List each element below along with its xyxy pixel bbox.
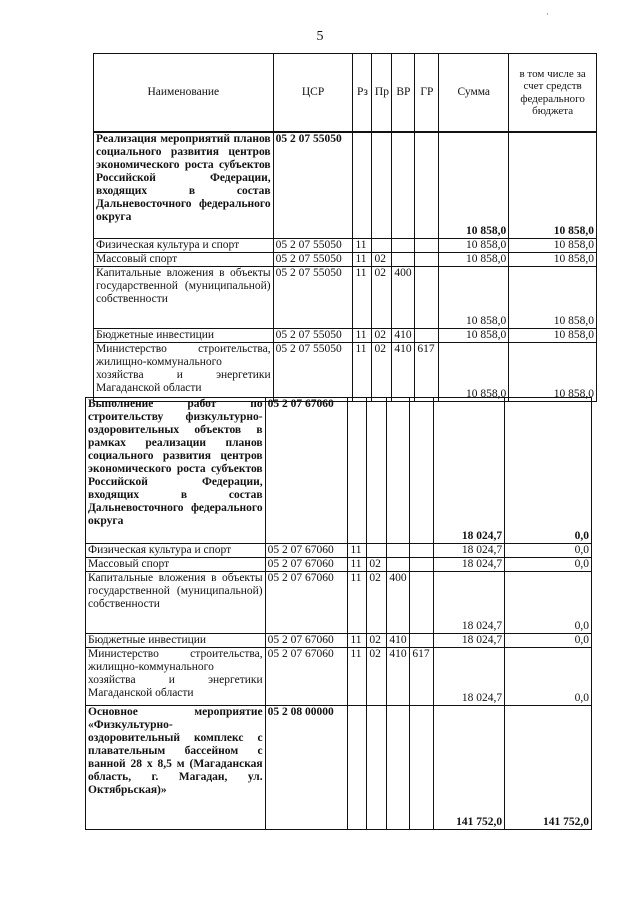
cell-csr: 05 2 07 67060 — [266, 544, 349, 558]
cell-csr: 05 2 07 67060 — [266, 572, 349, 634]
cell-name: Основное мероприятие «Физкультурно-оздоровительный комплекс с плавательным бассейном с ванной 28 х 8,5 м (Магаданская область, г. Магадан, ул. Октябрьская)» — [86, 706, 266, 830]
cell-sum: 10 858,0 — [439, 267, 509, 329]
table-row — [93, 267, 597, 329]
cell-rz: 11 — [353, 239, 372, 253]
cell-csr: 05 2 07 55050 — [274, 239, 354, 253]
cell-fed: 10 858,0 — [509, 343, 597, 402]
cell-gr — [410, 398, 434, 544]
cell-rz: 11 — [353, 267, 372, 329]
cell-fed: 0,0 — [505, 634, 592, 648]
table-row — [85, 558, 592, 572]
cell-pr — [372, 133, 392, 239]
cell-fed: 0,0 — [505, 398, 592, 544]
cell-fed: 10 858,0 — [509, 329, 597, 343]
cell-fed: 0,0 — [505, 558, 592, 572]
header-csr: ЦСР — [274, 54, 354, 132]
cell-fed: 0,0 — [505, 648, 592, 706]
cell-sum: 18 024,7 — [434, 558, 505, 572]
cell-pr: 02 — [367, 634, 387, 648]
cell-rz: 11 — [353, 329, 372, 343]
cell-csr: 05 2 07 67060 — [266, 398, 349, 544]
cell-sum: 10 858,0 — [439, 343, 509, 402]
header-gr: ГР — [415, 54, 439, 132]
cell-pr — [367, 706, 387, 830]
cell-rz: 11 — [348, 634, 367, 648]
cell-pr: 02 — [372, 253, 392, 267]
cell-gr — [410, 558, 434, 572]
cell-fed: 10 858,0 — [509, 267, 597, 329]
cell-vr — [392, 239, 415, 253]
cell-rz: 11 — [348, 544, 367, 558]
cell-fed: 141 752,0 — [505, 706, 592, 830]
cell-csr: 05 2 07 67060 — [266, 648, 349, 706]
cell-csr: 05 2 07 55050 — [274, 329, 354, 343]
cell-pr: 02 — [372, 343, 392, 402]
cell-csr: 05 2 07 55050 — [274, 133, 354, 239]
cell-vr — [387, 558, 410, 572]
cell-gr — [415, 133, 439, 239]
cell-pr: 02 — [367, 572, 387, 634]
cell-name: Массовый спорт — [94, 253, 274, 267]
table-body-lower — [85, 397, 592, 830]
cell-gr — [410, 572, 434, 634]
cell-sum: 18 024,7 — [434, 572, 505, 634]
table-row — [93, 343, 597, 402]
cell-name: Реализация мероприятий планов социального развития центров экономического роста субъектов Российской Федерации, входящих в состав Дальневосточного федерального округа — [94, 133, 274, 239]
cell-vr: 410 — [387, 634, 410, 648]
header-vr: ВР — [392, 54, 415, 132]
cell-gr — [410, 544, 434, 558]
cell-sum: 18 024,7 — [434, 398, 505, 544]
cell-rz: 11 — [353, 253, 372, 267]
cell-pr: 02 — [367, 558, 387, 572]
cell-vr — [392, 253, 415, 267]
cell-csr: 05 2 07 55050 — [274, 267, 354, 329]
table-body-upper — [93, 132, 597, 402]
cell-name: Бюджетные инвестиции — [86, 634, 266, 648]
cell-vr: 400 — [387, 572, 410, 634]
cell-name: Капитальные вложения в объекты государственной (муниципальной) собственности — [86, 572, 266, 634]
cell-vr — [392, 133, 415, 239]
cell-pr: 02 — [372, 329, 392, 343]
cell-pr: 02 — [367, 648, 387, 706]
cell-vr: 400 — [392, 267, 415, 329]
page-number: 5 — [316, 29, 324, 44]
cell-sum: 18 024,7 — [434, 544, 505, 558]
cell-gr — [410, 706, 434, 830]
cell-name: Министерство строительства, жилищно-коммунального хозяйства и энергетики Магаданской области — [86, 648, 266, 706]
cell-name: Капитальные вложения в объекты государственной (муниципальной) собственности — [94, 267, 274, 329]
cell-csr: 05 2 07 67060 — [266, 634, 349, 648]
table-row — [85, 572, 592, 634]
table-row — [93, 253, 597, 267]
table-row — [93, 239, 597, 253]
cell-fed: 10 858,0 — [509, 133, 597, 239]
cell-csr: 05 2 07 67060 — [266, 558, 349, 572]
cell-sum: 10 858,0 — [439, 253, 509, 267]
cell-csr: 05 2 07 55050 — [274, 253, 354, 267]
cell-name: Бюджетные инвестиции — [94, 329, 274, 343]
header-fed: в том числе за счет средств федерального бюджета — [509, 54, 597, 132]
cell-pr — [372, 239, 392, 253]
cell-rz: 11 — [348, 648, 367, 706]
header-pr: Пр — [372, 54, 392, 132]
cell-name: Министерство строительства, жилищно-коммунального хозяйства и энергетики Магаданской области — [94, 343, 274, 402]
table-row — [85, 706, 592, 830]
header-name: Наименование — [94, 54, 274, 132]
cell-rz: 11 — [353, 343, 372, 402]
table-row — [85, 544, 592, 558]
cell-csr: 05 2 08 00000 — [266, 706, 349, 830]
cell-sum: 18 024,7 — [434, 648, 505, 706]
cell-rz: 11 — [348, 558, 367, 572]
cell-vr — [387, 398, 410, 544]
cell-vr: 410 — [392, 343, 415, 402]
cell-name: Физическая культура и спорт — [86, 544, 266, 558]
cell-vr — [387, 706, 410, 830]
header-rz: Рз — [353, 54, 372, 132]
table-row — [85, 397, 592, 544]
cell-sum: 10 858,0 — [439, 239, 509, 253]
cell-vr: 410 — [392, 329, 415, 343]
cell-gr — [415, 239, 439, 253]
cell-fed: 10 858,0 — [509, 239, 597, 253]
cell-gr: 617 — [410, 648, 434, 706]
budget-table-lower — [85, 397, 592, 830]
table-header-row — [93, 53, 597, 132]
cell-name: Выполнение работ по строительству физкультурно-оздоровительных объектов в рамках реализации планов социального развития центров экономического роста субъектов Российской Федерации, входящих в состав Дальневосточного федерального округа — [86, 398, 266, 544]
cell-sum: 10 858,0 — [439, 329, 509, 343]
cell-pr — [367, 544, 387, 558]
table-row — [93, 132, 597, 239]
cell-gr — [415, 253, 439, 267]
cell-rz — [353, 133, 372, 239]
cell-gr — [415, 267, 439, 329]
table-row — [85, 634, 592, 648]
table-row — [85, 648, 592, 706]
cell-vr: 410 — [387, 648, 410, 706]
budget-table-upper — [93, 53, 597, 402]
cell-rz — [348, 398, 367, 544]
cell-name: Массовый спорт — [86, 558, 266, 572]
cell-rz — [348, 706, 367, 830]
cell-sum: 10 858,0 — [439, 133, 509, 239]
cell-fed: 10 858,0 — [509, 253, 597, 267]
cell-pr — [367, 398, 387, 544]
cell-pr: 02 — [372, 267, 392, 329]
cell-sum: 18 024,7 — [434, 634, 505, 648]
cell-gr — [415, 329, 439, 343]
cell-sum: 141 752,0 — [434, 706, 505, 830]
corner-mark: · — [546, 9, 549, 19]
table-row — [93, 329, 597, 343]
cell-vr — [387, 544, 410, 558]
cell-rz: 11 — [348, 572, 367, 634]
cell-name: Физическая культура и спорт — [94, 239, 274, 253]
cell-gr: 617 — [415, 343, 439, 402]
cell-fed: 0,0 — [505, 544, 592, 558]
cell-csr: 05 2 07 55050 — [274, 343, 354, 402]
cell-gr — [410, 634, 434, 648]
cell-fed: 0,0 — [505, 572, 592, 634]
header-sum: Сумма — [439, 54, 509, 132]
